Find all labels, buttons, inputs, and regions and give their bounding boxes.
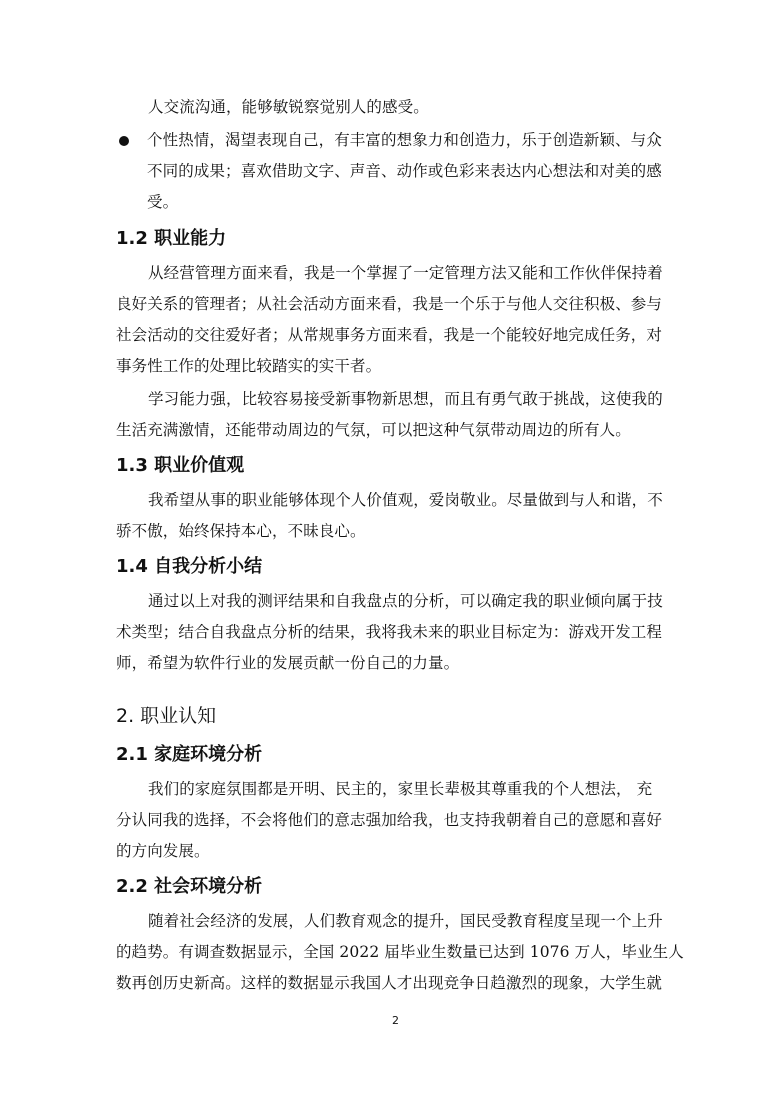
paragraph-line: 的方向发展。 (116, 842, 210, 860)
paragraph-line: 师，希望为软件行业的发展贡献一份自己的力量。 (116, 654, 460, 672)
paragraph-line: 数再创历史新高。这样的数据显示我国人才出现竞争日趋激烈的现象，大学生就 (116, 974, 663, 992)
section-heading: 2.1 家庭环境分析 (116, 744, 263, 765)
paragraph-line: 社会活动的交往爱好者；从常规事务方面来看，我是一个能较好地完成任务，对 (116, 326, 663, 344)
paragraph-line: 从经营管理方面来看，我是一个掌握了一定管理方法又能和工作伙伴保持着 (148, 264, 663, 282)
bullet-line: 受。 (147, 193, 179, 211)
paragraph-line: 通过以上对我的测评结果和自我盘点的分析，可以确定我的职业倾向属于技 (148, 592, 663, 610)
section-heading: 1.4 自我分析小结 (116, 556, 263, 577)
paragraph-line: 随着社会经济的发展，人们教育观念的提升，国民受教育程度呈现一个上升 (148, 912, 663, 930)
paragraph-line: 我们的家庭氛围都是开明、民主的，家里长辈极其尊重我的个人想法， 充 (148, 780, 653, 798)
paragraph-line: 人交流沟通，能够敏锐察觉别人的感受。 (148, 98, 429, 116)
section-heading: 2.2 社会环境分析 (116, 876, 263, 897)
paragraph-line: 学习能力强，比较容易接受新事物新思想，而且有勇气敢于挑战，这使我的 (148, 390, 663, 408)
page-number: 2 (392, 1014, 399, 1027)
bullet-line: 个性热情，渴望表现自己，有丰富的想象力和创造力，乐于创造新颖、与众 (147, 131, 662, 149)
paragraph-line: 生活充满激情，还能带动周边的气氛，可以把这种气氛带动周边的所有人。 (116, 421, 631, 439)
section-heading: 1.3 职业价值观 (116, 455, 245, 476)
paragraph-line: 骄不傲，始终保持本心，不昧良心。 (116, 522, 366, 540)
paragraph-line: 良好关系的管理者；从社会活动方面来看，我是一个乐于与他人交往积极、参与 (116, 295, 663, 313)
chapter-heading: 2. 职业认知 (116, 705, 217, 727)
bullet-line: 不同的成果；喜欢借助文字、声音、动作或色彩来表达内心想法和对美的感 (147, 162, 662, 180)
section-heading: 1.2 职业能力 (116, 228, 227, 249)
paragraph-line: 我希望从事的职业能够体现个人价值观，爱岗敬业。尽量做到与人和谐，不 (148, 491, 663, 509)
bullet-dot-icon (119, 136, 129, 146)
paragraph-line: 分认同我的选择，不会将他们的意志强加给我，也支持我朝着自己的意愿和喜好 (116, 811, 663, 829)
paragraph-line: 事务性工作的处理比较踏实的实干者。 (116, 357, 382, 375)
paragraph-line: 术类型；结合自我盘点分析的结果，我将我未来的职业目标定为：游戏开发工程 (116, 623, 663, 641)
paragraph-line: 的趋势。有调查数据显示，全国 2022 届毕业生数量已达到 1076 万人，毕业生人 (116, 943, 684, 961)
